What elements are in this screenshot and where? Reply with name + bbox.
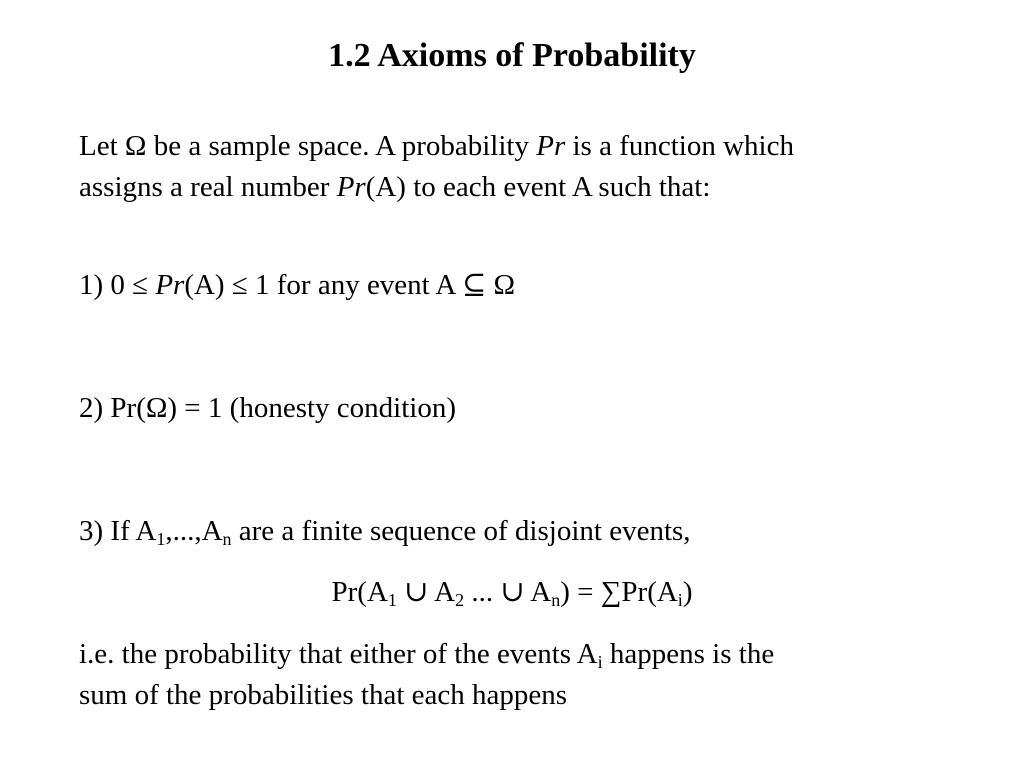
axiom-3 (79, 511, 959, 552)
additivity-equation (0, 572, 1024, 613)
intro-text: assigns a real number (79, 171, 337, 203)
axiom-1-text: 1) 0 ≤ (79, 269, 156, 301)
subscript: i (597, 652, 603, 672)
axiom-3-text: are a finite sequence of disjoint events, (231, 515, 691, 547)
slide-title: 1.2 Axioms of Probability (328, 37, 696, 74)
intro-line-1 (79, 126, 959, 167)
intro-text: is a function which (565, 130, 794, 162)
intro-text: (A) to each event A such that: (365, 171, 711, 203)
subscript: n (551, 590, 561, 610)
axiom-3-text: ,...,A (165, 515, 223, 547)
equation-text: ) (682, 576, 693, 608)
intro-text: Let Ω be a sample space. A probability (79, 130, 537, 162)
subscript: 1 (387, 590, 397, 610)
intro-paragraph (79, 126, 959, 208)
subscript: i (677, 590, 683, 610)
pr-symbol: Pr (336, 171, 366, 203)
axiom-3-text: 3) If A (79, 515, 157, 547)
explanation-text: i.e. the probability that either of the events A (79, 638, 598, 670)
subscript: 1 (156, 529, 166, 549)
equation-text: ∪ A (396, 576, 456, 608)
pr-symbol: Pr (536, 130, 566, 162)
subscript: 2 (455, 590, 465, 610)
axiom-2: 2) Pr(Ω) = 1 (honesty condition) (79, 392, 456, 424)
equation-text: ) = ∑Pr(A (560, 576, 678, 608)
pr-symbol: Pr (155, 269, 185, 301)
intro-line-2 (79, 167, 959, 208)
axiom-1 (79, 265, 959, 306)
explanation-line-2: sum of the probabilities that each happens (79, 679, 568, 711)
explanation-paragraph (79, 634, 959, 716)
axiom-1-text: (A) ≤ 1 for any event A ⊆ Ω (184, 269, 516, 301)
explanation-text: happens is the (602, 638, 775, 670)
explanation-line-1 (79, 634, 959, 675)
subscript: n (222, 529, 232, 549)
equation-text: Pr(A (331, 576, 388, 608)
equation-text: ... ∪ A (464, 576, 552, 608)
